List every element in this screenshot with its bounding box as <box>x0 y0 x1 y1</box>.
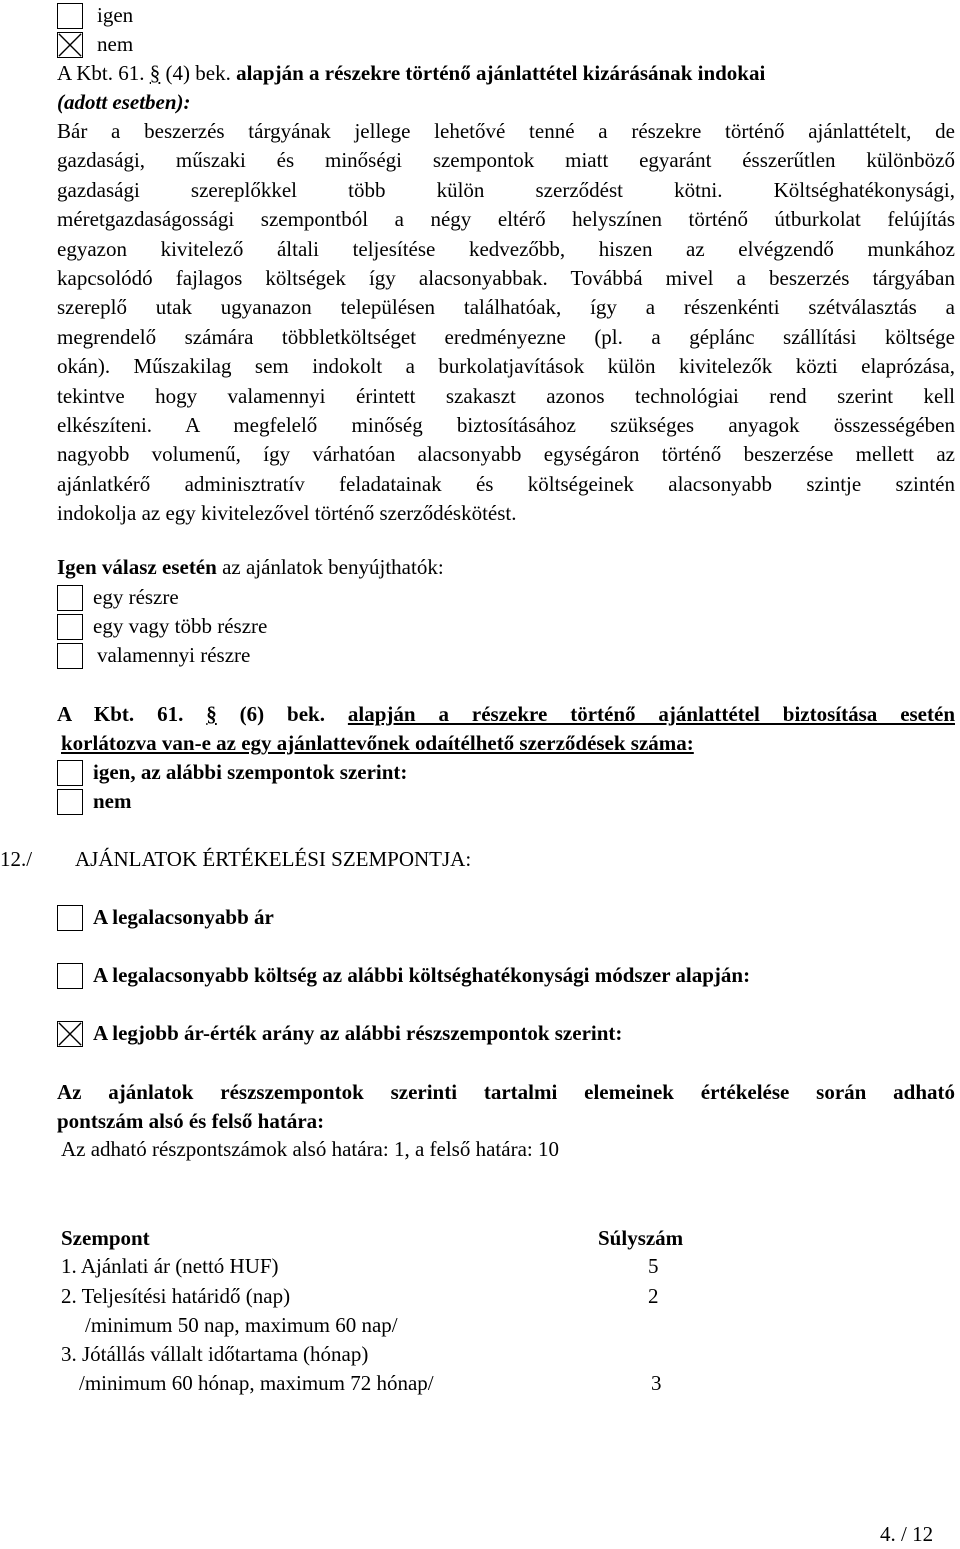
x-mark-icon <box>58 33 82 57</box>
reason-line: kapcsolódó fajlagos költségek így alacsonyabbak. Továbbá mivel a beszerzés tárgyában <box>57 266 955 290</box>
option-legalacsonyabb-ar-label: A legalacsonyabb ár <box>93 905 274 929</box>
reason-line: méretgazdaságossági szempontból a négy eltérő helyszínen történő útburkolat felújítás <box>57 207 955 232</box>
option-igen-label: igen <box>97 3 134 27</box>
option-egy-reszre-label: egy részre <box>93 585 179 609</box>
criteria-row-2-note: /minimum 50 nap, maximum 60 nap/ <box>85 1313 398 1337</box>
section-sign: § <box>206 702 217 726</box>
checkbox-legjobb-ar-ertek[interactable] <box>57 1021 83 1047</box>
option-legjobb-ar-ertek-label: A legjobb ár-érték arány az alábbi részszempontok szerint: <box>93 1021 623 1045</box>
reason-line: tekintve hogy valamennyi érintett szakaszt azonos technológiai rend szerint kell <box>57 383 955 408</box>
kbt-ref: A Kbt. 61. <box>57 702 207 726</box>
section-sign: § <box>149 61 161 85</box>
reason-line: szereplő utak ugyanazon településen találhatóak, így a részenkénti szétválasztás a <box>57 295 955 320</box>
reason-line: Bár a beszerzés tárgyának jellege lehetővé tenné a részekre történő ajánlattételt, de <box>57 119 955 143</box>
reason-line: elkészíteni. A megfelelő minőség biztosításához szükséges anyagok összességében <box>57 413 955 437</box>
criteria-row-1: 1. Ajánlati ár (nettó HUF) <box>61 1254 279 1278</box>
kbt61-6-heading <box>57 700 955 729</box>
pontszam-heading-line1: Az ajánlatok részszempontok szerinti tartalmi elemeinek értékelése során adható <box>57 1080 955 1104</box>
criteria-row-3: 3. Jótállás vállalt időtartama (hónap) <box>61 1342 369 1366</box>
checkbox-egy-reszre[interactable] <box>57 585 83 611</box>
kbt-par: (6) bek. <box>216 702 348 726</box>
pontszam-text: Az adható részpontszámok alsó határa: 1, a felső határa: 10 <box>61 1137 559 1161</box>
reason-line: megrendelő számára többletköltséget eredményezne (pl. a géplánc szállítási költsége <box>57 324 955 349</box>
option-korlatozva-nem-label: nem <box>93 789 132 813</box>
kbt61-6-title: alapján a részekre történő ajánlattétel biztosítása esetén <box>347 702 955 726</box>
kbt61-4-subtitle: (adott esetben): <box>57 90 191 114</box>
reason-line: indokolja az egy kivitelezővel történő szerződéskötést. <box>57 501 517 526</box>
option-korlatozva-igen-label: igen, az alábbi szempontok szerint: <box>93 760 408 784</box>
criteria-row-3-note: /minimum 60 hónap, maximum 72 hónap/ <box>79 1371 434 1395</box>
checkbox-nem[interactable] <box>57 32 83 58</box>
weight-col-header: Súlyszám <box>598 1226 684 1250</box>
reason-line: egyazon kivitelező általi teljesítése kedvezőbb, hiszen az elvégzendő munkához <box>57 236 955 261</box>
checkbox-egy-vagy-tobb-reszre[interactable] <box>57 614 83 640</box>
reason-line: ajánlatkérő adminisztratív feladatainak és költségeinek alacsonyabb szintje szintén <box>57 471 955 496</box>
weight-row-1: 5 <box>648 1254 659 1278</box>
checkbox-korlatozva-nem[interactable] <box>57 789 83 815</box>
option-egy-vagy-tobb-reszre-label: egy vagy több részre <box>93 614 268 638</box>
igen-valasz-heading <box>57 553 444 582</box>
option-nem-label: nem <box>97 32 134 56</box>
reason-line: gazdasági, műszaki és minőségi szempontok miatt egyaránt ésszerűtlen különböző <box>57 148 955 173</box>
option-legalacsonyabb-koltseg-label: A legalacsonyabb költség az alábbi költséghatékonysági módszer alapján: <box>93 963 751 987</box>
kbt61-6-heading-line2: korlátozva van-e az egy ajánlattevőnek odaítélhető szerződések száma: <box>61 731 694 755</box>
igen-valasz-bold: Igen válasz esetén <box>57 555 217 579</box>
checkbox-korlatozva-igen[interactable] <box>57 760 83 786</box>
kbt-ref: A Kbt. 61. <box>57 61 150 85</box>
kbt61-4-heading <box>57 59 765 88</box>
weight-row-2: 2 <box>648 1284 659 1308</box>
checkbox-legalacsonyabb-koltseg[interactable] <box>57 963 83 989</box>
checkbox-igen[interactable] <box>57 3 83 29</box>
checkbox-legalacsonyabb-ar[interactable] <box>57 905 83 931</box>
kbt61-4-title: alapján a részekre történő ajánlattétel kizárásának indokai <box>236 61 766 85</box>
reason-line: okán). Műszakilag sem indokolt a burkolatjavítások külön kivitelezők közti elaprózása, <box>57 354 955 379</box>
section-12-number: 12./ <box>0 847 33 871</box>
igen-valasz-rest: az ajánlatok benyújthatók: <box>216 555 444 579</box>
page-number: 4. / 12 <box>880 1522 934 1546</box>
kbt-par: (4) bek. <box>160 61 237 85</box>
section-12-title: AJÁNLATOK ÉRTÉKELÉSI SZEMPONTJA: <box>75 847 472 871</box>
checkbox-valamennyi-reszre[interactable] <box>57 643 83 669</box>
pontszam-heading-line2: pontszám alsó és felső határa: <box>57 1109 325 1133</box>
criteria-row-2: 2. Teljesítési határidő (nap) <box>61 1284 291 1308</box>
weight-row-3: 3 <box>651 1371 662 1395</box>
reason-line: nagyobb volumenű, így várhatóan alacsonyabb egységáron történő beszerzése mellett az <box>57 442 955 467</box>
x-mark-icon <box>58 1022 82 1046</box>
criteria-col-header: Szempont <box>61 1226 150 1250</box>
reason-line: gazdasági szereplőkkel több külön szerződést kötni. Költséghatékonysági, <box>57 177 955 202</box>
option-valamennyi-reszre-label: valamennyi részre <box>97 643 251 667</box>
